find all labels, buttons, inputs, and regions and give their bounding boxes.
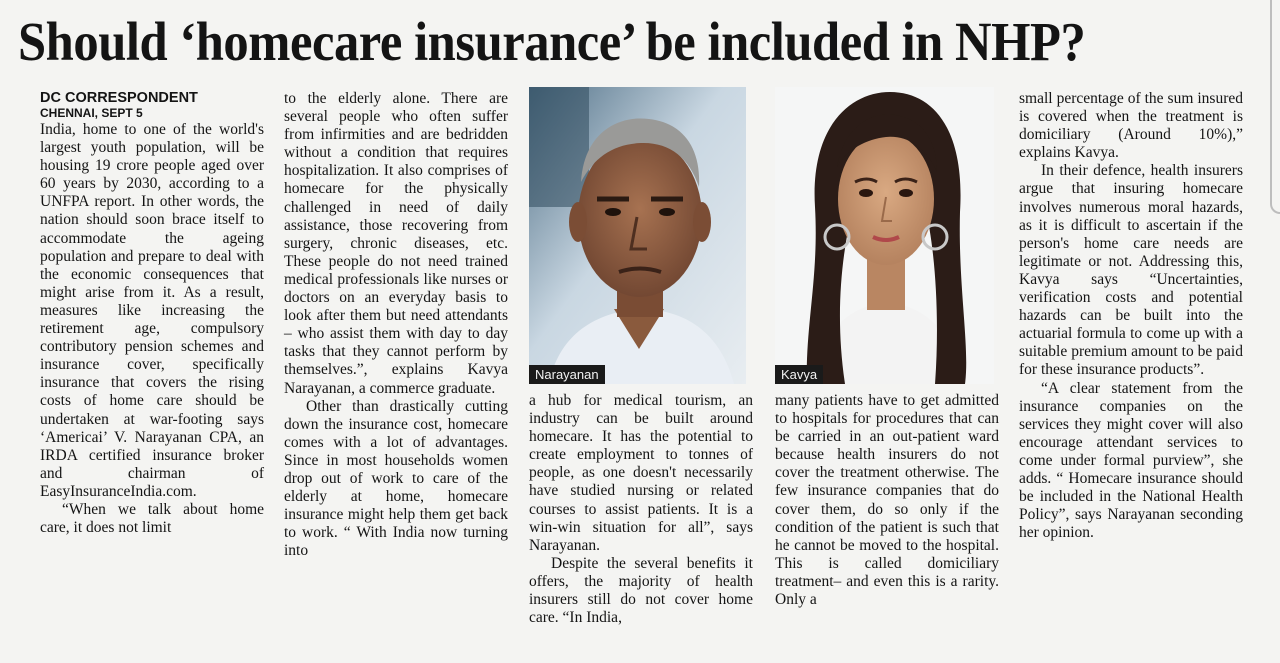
photo-caption-kavya: Kavya xyxy=(775,365,823,384)
article-column-2 xyxy=(284,90,508,560)
paragraph: small percentage of the sum insured is covered when the treatment is domiciliary (Around 10%),” explains Kavya. xyxy=(1019,90,1243,162)
paragraph: “A clear statement from the insurance companies on the services they might cover will also encourage attendant services to come under formal purview”, she adds. “ Homecare insurance should be included in the National Health Policy”, says Narayanan seconding her opinion. xyxy=(1019,379,1243,542)
article-column-1 xyxy=(40,90,264,537)
paragraph: In their defence, health insurers argue that insuring homecare involves numerous moral hazards, as it is difficult to ascertain if the person's home care needs are legitimate or not. Addressing this, Kavya says “Uncertainties, verification costs and potential hazards can be built into the actuarial formula to come up with a suitable premium amount to be paid for these insurance products”. xyxy=(1019,162,1243,379)
headline: Should ‘homecare insurance’ be included in NHP? xyxy=(18,11,1086,72)
photo-caption-narayanan: Narayanan xyxy=(529,365,605,384)
paragraph: “When we talk about home care, it does not limit xyxy=(40,500,264,537)
article-column-5 xyxy=(1019,90,1243,542)
dateline: CHENNAI, SEPT 5 xyxy=(40,106,143,120)
paragraph: Despite the several benefits it offers, the majority of health insurers still do not cover home care. “In India, xyxy=(529,554,753,627)
portrait-kavya-image xyxy=(775,87,994,384)
paragraph: a hub for medical tourism, an industry can be built around homecare. It has the potential to create employment to tonnes of people, as one doesn't necessarily have studied nursing or related courses to assist patients. It is a win-win situation for all”, says Narayanan. xyxy=(529,392,753,554)
paragraph: many patients have to get admitted to hospitals for procedures that can be carried in an out-patient ward because health insurers do not cover the treatment otherwise. The few insurance companies that do cover them, do so only if the condition of the patient is such that he cannot be moved to the hospital. This is called domiciliary treatment– and even this is a rarity. Only a xyxy=(775,392,999,609)
photo-narayanan xyxy=(529,87,746,384)
paragraph: Other than drastically cutting down the insurance cost, homecare comes with a lot of advantages. Since in most households women drop out of work to care of the elderly at home, homecare insurance might help them get back to work. “ With India now turning into xyxy=(284,397,508,560)
article-column-4 xyxy=(775,392,999,609)
paragraph: to the elderly alone. There are several people who often suffer from infirmities and are bedridden without a condition that requires hospitalization. It also comprises of homecare for the physically challenged in need of daily assistance, those recovering from surgery, chronic diseases, etc. These people do not need trained medical professionals like nurses or doctors on an everyday basis to look after them but need attendants – who assist them with day to day tasks that they cannot perform by themselves.”, explains Kavya Narayanan, a commerce graduate. xyxy=(284,90,508,397)
photo-kavya xyxy=(775,87,994,384)
portrait-narayanan-image xyxy=(529,87,746,384)
byline: DC CORRESPONDENT xyxy=(40,90,198,106)
scroll-edge[interactable] xyxy=(1270,0,1280,214)
paragraph: India, home to one of the world's largest youth population, will be housing 19 crore people aged over 60 years by 2030, according to a UNFPA report. In other words, the nation should soon brace itself to accommodate the ageing population and prepare to deal with the economic consequences that might arise from it. As a result, measures like increasing the retirement age, compulsory contributory pension schemes and insurance cover, specifically insurance that covers the rising costs of home care should be undertaken at war-footing says ‘Americai’ V. Narayanan CPA, an IRDA certified insurance broker and chairman of EasyInsuranceIndia.com. xyxy=(40,121,264,500)
article-column-3 xyxy=(529,392,753,627)
